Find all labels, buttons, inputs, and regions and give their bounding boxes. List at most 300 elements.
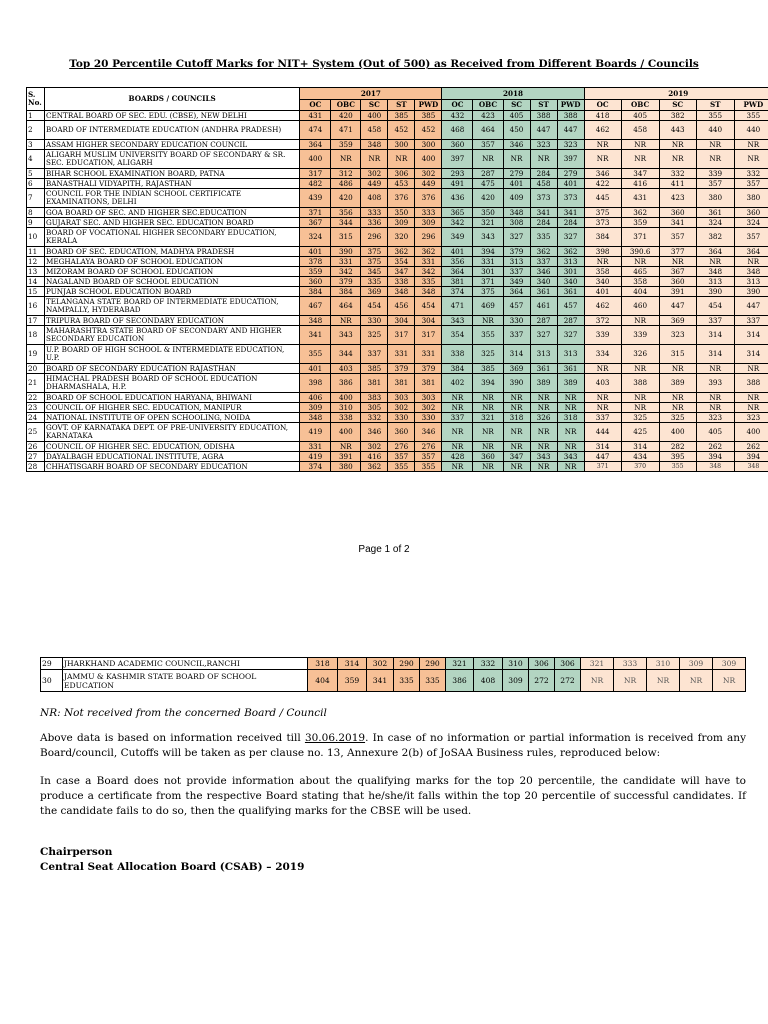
cutoff-value: 394 [473, 374, 503, 393]
row-serial-number: 13 [27, 267, 45, 277]
cutoff-value: 308 [503, 218, 530, 228]
table-row [27, 150, 768, 169]
cutoff-value: 306 [388, 169, 415, 179]
board-name: TELANGANA STATE BOARD OF INTERMEDIATE EDUCATION, NAMPALLY, HYDERABAD [45, 297, 300, 316]
board-name: COUNCIL FOR THE INDIAN SCHOOL CERTIFICATE EXAMINATIONS, DELHI [45, 189, 300, 208]
category-header: ST [388, 100, 415, 111]
cutoff-value: NR [530, 150, 557, 169]
cutoff-value: 332 [361, 413, 388, 423]
cutoff-value: 342 [442, 218, 473, 228]
boards-header: BOARDS / COUNCILS [45, 88, 300, 111]
cutoff-value: NR [473, 403, 503, 413]
cutoff-value: 384 [442, 364, 473, 374]
signatory-title: Chairperson [40, 846, 113, 858]
cutoff-value: 419 [300, 452, 331, 462]
cutoff-value: 447 [584, 452, 621, 462]
cutoff-value: 395 [659, 452, 696, 462]
cutoff-value: 419 [300, 423, 331, 442]
page-number: Page 1 of 2 [358, 544, 410, 555]
cutoff-value: 371 [621, 228, 659, 247]
cutoff-value: 335 [420, 670, 446, 692]
table-row [27, 374, 768, 393]
cutoff-value: 454 [361, 297, 388, 316]
category-header: OC [584, 100, 621, 111]
cutoff-value: 323 [530, 140, 557, 150]
year-2019-header: 2019 [584, 88, 768, 100]
cutoff-value: 474 [300, 121, 331, 140]
cutoff-value: 330 [388, 413, 415, 423]
cutoff-value: 403 [331, 364, 361, 374]
cutoff-value: 360 [659, 208, 696, 218]
cutoff-value: 355 [415, 462, 442, 472]
cutoff-value: 362 [361, 462, 388, 472]
cutoff-value: 384 [584, 228, 621, 247]
cutoff-value: 391 [331, 452, 361, 462]
cutoff-value: 462 [584, 297, 621, 316]
cutoff-value: NR [659, 364, 696, 374]
cutoff-value: 388 [621, 374, 659, 393]
cutoff-value: 358 [584, 267, 621, 277]
cutoff-value: 454 [415, 297, 442, 316]
cutoff-value: NR [734, 393, 768, 403]
cutoff-value: 385 [473, 364, 503, 374]
cutoff-value: 372 [584, 316, 621, 326]
cutoff-value: 262 [734, 442, 768, 452]
cutoff-value: 447 [659, 297, 696, 316]
cutoff-value: 303 [388, 393, 415, 403]
cutoff-value: 373 [584, 218, 621, 228]
cutoff-value: 402 [442, 374, 473, 393]
cutoff-value: NR [584, 393, 621, 403]
cutoff-value: 365 [442, 208, 473, 218]
cutoff-value: 404 [308, 670, 338, 692]
cutoff-value: 346 [530, 267, 557, 277]
cutoff-value: NR [557, 403, 584, 413]
cutoff-value: NR [530, 423, 557, 442]
cutoff-value: NR [331, 150, 361, 169]
cutoff-value: 333 [415, 208, 442, 218]
cutoff-value: 335 [415, 277, 442, 287]
cutoff-value: NR [734, 140, 768, 150]
cutoff-value: 369 [503, 364, 530, 374]
cutoff-value: 360 [442, 140, 473, 150]
cutoff-value: 405 [503, 111, 530, 121]
cutoff-value: 310 [647, 658, 680, 670]
board-name: BOARD OF INTERMEDIATE EDUCATION (ANDHRA PRADESH) [45, 121, 300, 140]
cutoff-value: 361 [557, 364, 584, 374]
cutoff-value: 327 [530, 326, 557, 345]
cutoff-value: 343 [473, 228, 503, 247]
cutoff-value: 314 [696, 345, 734, 364]
cutoff-value: NR [473, 316, 503, 326]
cutoff-value: 380 [696, 189, 734, 208]
cutoff-value: 314 [734, 326, 768, 345]
table-row [27, 247, 768, 257]
cutoff-value: 401 [300, 247, 331, 257]
table-row [27, 179, 768, 189]
signatory-organization: Central Seat Allocation Board (CSAB) – 2019 [40, 861, 305, 873]
cutoff-value: 355 [388, 462, 415, 472]
cutoff-value: 422 [584, 179, 621, 189]
cutoff-value: 313 [530, 345, 557, 364]
cutoff-value: NR [584, 364, 621, 374]
board-name: CENTRAL BOARD OF SEC. EDU. (CBSE), NEW DELHI [45, 111, 300, 121]
cutoff-value: 447 [734, 297, 768, 316]
cutoff-value: NR [331, 442, 361, 452]
cutoff-value: 344 [331, 218, 361, 228]
cutoff-value: 320 [388, 228, 415, 247]
cutoff-value: 375 [361, 247, 388, 257]
cutoff-value: 382 [696, 228, 734, 247]
cutoff-value: 390 [503, 374, 530, 393]
cutoff-value: 420 [331, 189, 361, 208]
cutoff-value: 338 [331, 413, 361, 423]
row-serial-number: 10 [27, 228, 45, 247]
cutoff-value: 400 [331, 393, 361, 403]
cutoff-value: 327 [503, 228, 530, 247]
cutoff-value: NR [503, 403, 530, 413]
cutoff-value: 345 [361, 267, 388, 277]
cutoff-value: 325 [659, 413, 696, 423]
cutoff-value: NR [696, 150, 734, 169]
cutoff-value: NR [647, 670, 680, 692]
cutoff-value: 379 [331, 277, 361, 287]
cutoff-value: 391 [659, 287, 696, 297]
board-name: NAGALAND BOARD OF SCHOOL EDUCATION [45, 277, 300, 287]
table-row [27, 287, 768, 297]
cutoff-value: 428 [442, 452, 473, 462]
cutoff-value: 416 [621, 179, 659, 189]
board-name: ALIGARH MUSLIM UNIVERSITY BOARD OF SECONDARY & SR. SEC. EDUCATION, ALIGARH [45, 150, 300, 169]
cutoff-value: 348 [388, 287, 415, 297]
cutoff-value: NR [503, 393, 530, 403]
cutoff-value: 287 [557, 316, 584, 326]
year-2017-header: 2017 [300, 88, 442, 100]
cutoff-value: 458 [361, 121, 388, 140]
cutoff-value: 323 [696, 413, 734, 423]
cutoff-value: 379 [503, 247, 530, 257]
row-serial-number: 14 [27, 277, 45, 287]
cutoff-value: 314 [584, 442, 621, 452]
row-serial-number: 9 [27, 218, 45, 228]
cutoff-value: 335 [530, 228, 557, 247]
cutoff-value: 302 [415, 169, 442, 179]
cutoff-value: 284 [530, 218, 557, 228]
cutoff-value: 389 [557, 374, 584, 393]
cutoff-value: 375 [361, 257, 388, 267]
table-row [27, 140, 768, 150]
cutoff-value: 335 [394, 670, 420, 692]
category-header: OBC [621, 100, 659, 111]
cutoff-value: 341 [367, 670, 394, 692]
cutoff-value: 272 [529, 670, 555, 692]
cutoff-value: 282 [659, 442, 696, 452]
cutoff-value: 390 [331, 247, 361, 257]
cutoff-value: 331 [300, 442, 331, 452]
category-header: ST [530, 100, 557, 111]
row-serial-number: 3 [27, 140, 45, 150]
cutoff-value: 370 [621, 462, 659, 472]
cutoff-value: 337 [696, 316, 734, 326]
cutoff-value: NR [584, 140, 621, 150]
cutoff-value: 300 [415, 140, 442, 150]
cutoff-value: 385 [415, 111, 442, 121]
row-serial-number: 12 [27, 257, 45, 267]
row-serial-number: 2 [27, 121, 45, 140]
cutoff-value: 449 [415, 179, 442, 189]
cutoff-value: 341 [300, 326, 331, 345]
cutoff-value: 374 [442, 287, 473, 297]
cutoff-value: 287 [530, 316, 557, 326]
cutoff-value: 397 [442, 150, 473, 169]
cutoff-value: 394 [734, 452, 768, 462]
cutoff-value: 262 [696, 442, 734, 452]
cutoff-value: 373 [530, 189, 557, 208]
row-serial-number: 1 [27, 111, 45, 121]
cutoff-value: 347 [388, 267, 415, 277]
cutoff-value: 341 [530, 208, 557, 218]
cutoff-value: 327 [557, 228, 584, 247]
cutoff-value: 390 [696, 287, 734, 297]
cutoff-value: 378 [300, 257, 331, 267]
cutoff-value: 371 [300, 208, 331, 218]
cutoff-value: NR [530, 403, 557, 413]
cutoff-value: 393 [696, 374, 734, 393]
cutoff-value: 304 [388, 316, 415, 326]
cutoff-value: 475 [473, 179, 503, 189]
cutoff-value: 309 [415, 218, 442, 228]
cutoff-value: 381 [415, 374, 442, 393]
cutoff-value: 309 [713, 658, 746, 670]
cutoff-value: 340 [584, 277, 621, 287]
cutoff-value: NR [713, 670, 746, 692]
cutoff-value: 350 [388, 208, 415, 218]
table-row [27, 423, 768, 442]
cutoff-value: 348 [734, 462, 768, 472]
row-serial-number: 27 [27, 452, 45, 462]
cutoff-value: 321 [581, 658, 614, 670]
cutoff-value: 389 [530, 374, 557, 393]
cutoff-value: NR [530, 442, 557, 452]
cutoff-value: NR [473, 462, 503, 472]
cutoff-value: 357 [415, 452, 442, 462]
cutoff-value: 425 [621, 423, 659, 442]
board-name: U.P. BOARD OF HIGH SCHOOL & INTERMEDIATE EDUCATION, U.P. [45, 345, 300, 364]
cutoff-value: 420 [331, 111, 361, 121]
cutoff-value: 357 [388, 452, 415, 462]
cutoff-value: 384 [331, 287, 361, 297]
cutoff-value: 469 [473, 297, 503, 316]
cutoff-value: 404 [621, 287, 659, 297]
cutoff-value: 465 [621, 267, 659, 277]
cutoff-value: 350 [473, 208, 503, 218]
cutoff-value: 361 [557, 287, 584, 297]
category-header: SC [659, 100, 696, 111]
cutoff-value: 306 [555, 658, 581, 670]
cutoff-value: 313 [503, 257, 530, 267]
table-row [27, 345, 768, 364]
cutoff-value: 343 [557, 452, 584, 462]
row-serial-number: 16 [27, 297, 45, 316]
cutoff-value: 348 [734, 267, 768, 277]
cutoff-value: 348 [361, 140, 388, 150]
row-serial-number: 23 [27, 403, 45, 413]
cutoff-value: 302 [361, 442, 388, 452]
cutoff-value: 369 [659, 316, 696, 326]
cutoff-value: 348 [696, 267, 734, 277]
cutoff-value: 357 [696, 179, 734, 189]
cutoff-value: NR [473, 393, 503, 403]
cutoff-value: 355 [473, 326, 503, 345]
cutoff-value: NR [557, 423, 584, 442]
cutoff-value: NR [473, 442, 503, 452]
cutoff-value: NR [581, 670, 614, 692]
cutoff-value: 341 [659, 218, 696, 228]
nr-note: NR: Not received from the concerned Board / Council [40, 707, 327, 719]
cutoff-value: NR [621, 316, 659, 326]
row-serial-number: 30 [41, 670, 63, 692]
cutoff-value: 314 [696, 326, 734, 345]
cutoff-value: 347 [503, 452, 530, 462]
cutoff-value: 376 [388, 189, 415, 208]
cutoff-value: 400 [734, 423, 768, 442]
cutoff-value: 364 [300, 140, 331, 150]
cutoff-value: 303 [415, 393, 442, 403]
cutoff-value: 450 [503, 121, 530, 140]
cutoff-value: 468 [442, 121, 473, 140]
table-row [27, 326, 768, 345]
cutoff-value: 338 [442, 345, 473, 364]
board-name: BOARD OF SCHOOL EDUCATION HARYANA, BHIWANI [45, 393, 300, 403]
board-name: COUNCIL OF HIGHER SEC. EDUCATION, MANIPUR [45, 403, 300, 413]
cutoff-value: 406 [300, 393, 331, 403]
cutoff-value: 369 [361, 287, 388, 297]
cutoff-value: 324 [696, 218, 734, 228]
table-row [27, 462, 768, 472]
cutoff-value: 305 [361, 403, 388, 413]
cutoff-value: 302 [388, 403, 415, 413]
cutoff-value: 337 [584, 413, 621, 423]
cutoff-value: 388 [734, 374, 768, 393]
cutoff-value: 318 [557, 413, 584, 423]
cutoff-value: 400 [300, 150, 331, 169]
cutoff-value: 383 [361, 393, 388, 403]
table-row [27, 228, 768, 247]
cutoff-value: 362 [557, 247, 584, 257]
cutoff-value: 342 [415, 267, 442, 277]
cutoff-value: NR [503, 423, 530, 442]
cutoff-value: 317 [415, 326, 442, 345]
table-row [27, 316, 768, 326]
cutoff-value: 315 [659, 345, 696, 364]
cutoff-value: NR [659, 403, 696, 413]
cutoff-value: 300 [388, 140, 415, 150]
board-name: JHARKHAND ACADEMIC COUNCIL,RANCHI [63, 658, 308, 670]
cutoff-value: 384 [300, 287, 331, 297]
row-serial-number: 22 [27, 393, 45, 403]
cutoff-value: 276 [415, 442, 442, 452]
cutoff-value: NR [442, 442, 473, 452]
cutoff-value: 360 [300, 277, 331, 287]
table-row [27, 393, 768, 403]
cutoff-value: 364 [442, 267, 473, 277]
cutoff-value: 321 [473, 218, 503, 228]
cutoff-value: NR [361, 150, 388, 169]
table-row [27, 442, 768, 452]
cutoff-value: 340 [557, 277, 584, 287]
category-header: OBC [331, 100, 361, 111]
cutoff-value: 354 [388, 257, 415, 267]
cutoff-value: 403 [584, 374, 621, 393]
cutoff-value: 290 [394, 658, 420, 670]
cutoff-value: 373 [557, 189, 584, 208]
board-name: ASSAM HIGHER SECONDARY EDUCATION COUNCIL [45, 140, 300, 150]
cutoff-value: 348 [696, 462, 734, 472]
cutoff-value: NR [584, 403, 621, 413]
cutoff-value: 380 [331, 462, 361, 472]
row-serial-number: 28 [27, 462, 45, 472]
table-row [27, 169, 768, 179]
cutoff-value: NR [442, 393, 473, 403]
cutoff-value: 390 [734, 287, 768, 297]
cutoff-value: 411 [659, 179, 696, 189]
cutoff-value: NR [696, 364, 734, 374]
cutoff-value: 321 [446, 658, 474, 670]
info-paragraph-end: . In case of no information or partial information is received from any Board/council, Cutoffs will be taken as per clause no. 13, Annexure 2(b) of JoSAA Business rules, reproduced below: [40, 732, 746, 759]
cutoff-value: 276 [388, 442, 415, 452]
cutoff-value: 452 [388, 121, 415, 140]
row-serial-number: 11 [27, 247, 45, 257]
cutoff-value: 460 [621, 297, 659, 316]
cutoff-value: 380 [734, 189, 768, 208]
category-header: ST [696, 100, 734, 111]
cutoff-value: 409 [503, 189, 530, 208]
board-name: DAYALBAGH EDUCATIONAL INSTITUTE, AGRA [45, 452, 300, 462]
cutoff-value: 343 [530, 452, 557, 462]
info-paragraph-start: Above data is based on information received till [40, 732, 305, 744]
cutoff-value: 398 [300, 374, 331, 393]
board-name: MAHARASHTRA STATE BOARD OF SECONDARY AND HIGHER SECONDARY EDUCATION [45, 326, 300, 345]
cutoff-value: 332 [734, 169, 768, 179]
cutoff-value: 379 [415, 364, 442, 374]
cutoff-value: 349 [442, 228, 473, 247]
cutoff-value: 339 [696, 169, 734, 179]
cutoff-value: 364 [734, 247, 768, 257]
cutoff-value: 290 [420, 658, 446, 670]
cutoff-value: NR [388, 150, 415, 169]
cutoff-value: 287 [473, 169, 503, 179]
cutoff-value: 381 [361, 374, 388, 393]
cutoff-value: 464 [473, 121, 503, 140]
category-header: SC [361, 100, 388, 111]
cutoff-value: NR [621, 150, 659, 169]
row-serial-number: 17 [27, 316, 45, 326]
cutoff-value: 334 [584, 345, 621, 364]
cutoff-value: 464 [331, 297, 361, 316]
document-title: Top 20 Percentile Cutoff Marks for NIT+ System (Out of 500) as Received from Different Boards / Councils [69, 58, 699, 70]
cutoff-value: 440 [734, 121, 768, 140]
cutoff-value: NR [734, 403, 768, 413]
cutoff-value: 356 [442, 257, 473, 267]
cutoff-value: NR [621, 393, 659, 403]
cutoff-value: 362 [621, 208, 659, 218]
cutoff-value: 341 [557, 208, 584, 218]
cutoff-value: 349 [503, 277, 530, 287]
cutoff-value: 318 [308, 658, 338, 670]
sno-header: S. No. [27, 88, 45, 111]
cutoff-value: 359 [331, 140, 361, 150]
cutoff-value: 452 [415, 121, 442, 140]
